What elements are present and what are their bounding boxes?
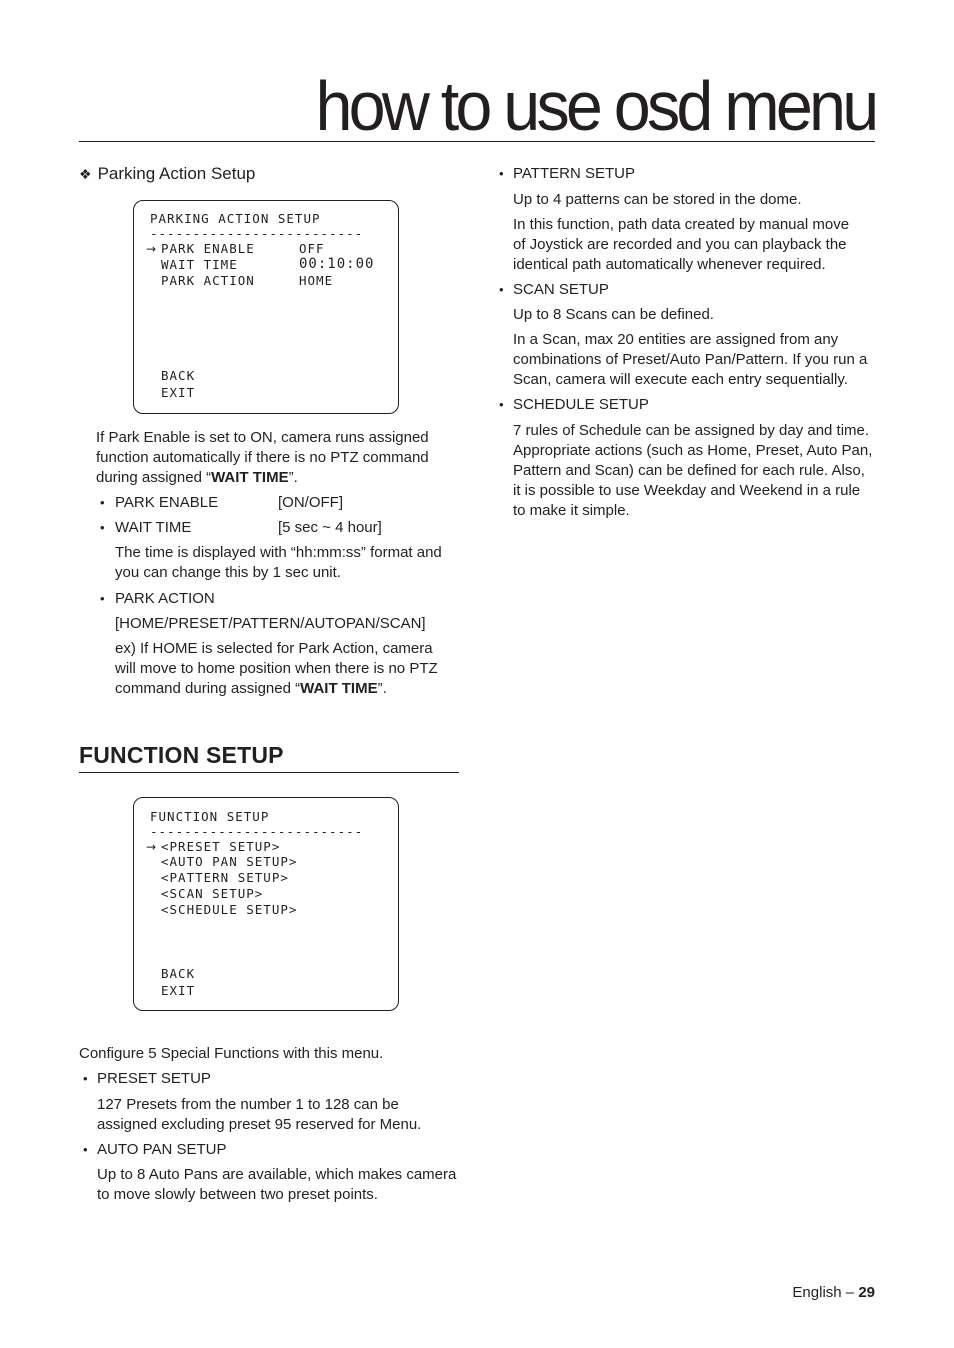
osd-row-label: PARK ACTION [161, 273, 255, 288]
schedule-desc-line: it is possible to use Weekday and Weekend in a rule [513, 482, 861, 499]
osd-title: PARKING ACTION SETUP [150, 211, 321, 226]
preset-desc-line: 127 Presets from the number 1 to 128 can be [97, 1096, 399, 1113]
osd-menu-item: <SCHEDULE SETUP> [161, 902, 298, 917]
osd-cursor-arrow-icon: → [146, 840, 158, 854]
parking-intro-line: function automatically if there is no PTZ command [96, 449, 429, 466]
parking-heading [79, 164, 255, 184]
pattern-desc-line: identical path automatically whenever required. [513, 256, 826, 273]
osd-back: BACK [161, 966, 196, 981]
osd-row-value: 00:10:00 [299, 256, 375, 272]
wait-time-emphasis: WAIT TIME [211, 469, 289, 486]
schedule-desc-line: Appropriate actions (such as Home, Preset, Auto Pan, [513, 442, 873, 459]
bullet-icon: • [499, 282, 504, 297]
pattern-desc-line: Up to 4 patterns can be stored in the dome. [513, 191, 802, 208]
preset-setup-label: PRESET SETUP [97, 1070, 211, 1087]
bullet-icon: • [83, 1071, 88, 1086]
osd-divider: ------------------------- [150, 824, 364, 839]
parking-osd-screen [133, 200, 399, 414]
function-intro: Configure 5 Special Functions with this menu. [79, 1045, 384, 1062]
section-rule [79, 772, 459, 773]
osd-exit: EXIT [161, 983, 196, 998]
schedule-desc-line: Pattern and Scan) can be defined for each rule. Also, [513, 462, 865, 479]
osd-row-value: OFF [299, 241, 325, 256]
schedule-desc-line: to make it simple. [513, 502, 630, 519]
scan-setup-label: SCAN SETUP [513, 281, 609, 298]
bullet-icon: • [499, 166, 504, 181]
pattern-setup-label: PATTERN SETUP [513, 165, 635, 182]
osd-menu-item: <PRESET SETUP> [161, 839, 281, 854]
pattern-desc-line: of Joystick are recorded and you can playback the [513, 236, 847, 253]
bullet-icon: • [100, 591, 105, 606]
osd-row-value: HOME [299, 273, 334, 288]
parking-intro-line: If Park Enable is set to ON, camera runs assigned [96, 429, 429, 446]
pattern-desc-line: In this function, path data created by manual move [513, 216, 850, 233]
page-number: 29 [858, 1284, 875, 1301]
parking-heading-text: Parking Action Setup [97, 164, 256, 183]
chapter-rule [79, 141, 875, 142]
schedule-setup-label: SCHEDULE SETUP [513, 396, 649, 413]
autopan-setup-label: AUTO PAN SETUP [97, 1141, 227, 1158]
wait-time-value: [5 sec ~ 4 hour] [278, 519, 382, 536]
diamond-bullet-icon: ❖ [79, 166, 92, 182]
schedule-desc-line: 7 rules of Schedule can be assigned by day and time. [513, 422, 870, 439]
footer-language: English [792, 1284, 842, 1301]
autopan-desc-line: Up to 8 Auto Pans are available, which makes camera [97, 1166, 457, 1183]
scan-desc-line: Up to 8 Scans can be defined. [513, 306, 714, 323]
osd-menu-item: <SCAN SETUP> [161, 886, 264, 901]
wait-time-emphasis: WAIT TIME [300, 680, 378, 697]
osd-menu-item: <AUTO PAN SETUP> [161, 854, 298, 869]
bullet-icon: • [100, 520, 105, 535]
park-enable-label: PARK ENABLE [115, 494, 219, 511]
osd-cursor-arrow-icon: → [146, 242, 158, 256]
bullet-icon: • [499, 397, 504, 412]
osd-row-label: PARK ENABLE [161, 241, 255, 256]
wait-desc-line: you can change this by 1 sec unit. [115, 564, 341, 581]
function-osd-screen [133, 797, 399, 1011]
parking-intro-line: during assigned “WAIT TIME”. [96, 469, 298, 486]
wait-time-label: WAIT TIME [115, 519, 192, 536]
osd-divider: ------------------------- [150, 226, 364, 241]
example-line: ex) If HOME is selected for Park Action, camera [115, 640, 433, 657]
preset-desc-line: assigned excluding preset 95 reserved for Menu. [97, 1116, 422, 1133]
section-title: FUNCTION SETUP [79, 742, 284, 768]
bullet-icon: • [100, 495, 105, 510]
osd-menu-item: <PATTERN SETUP> [161, 870, 289, 885]
park-action-options: [HOME/PRESET/PATTERN/AUTOPAN/SCAN] [115, 615, 426, 632]
osd-title: FUNCTION SETUP [150, 809, 270, 824]
park-action-label: PARK ACTION [115, 590, 215, 607]
example-line: command during assigned “WAIT TIME”. [115, 680, 387, 697]
scan-desc-line: In a Scan, max 20 entities are assigned from any [513, 331, 839, 348]
osd-exit: EXIT [161, 385, 196, 400]
autopan-desc-line: to move slowly between two preset points. [97, 1186, 378, 1203]
park-enable-value: [ON/OFF] [278, 494, 343, 511]
example-line: will move to home position when there is no PTZ [115, 660, 438, 677]
scan-desc-line: combinations of Preset/Auto Pan/Pattern. If you run a [513, 351, 868, 368]
wait-desc-line: The time is displayed with “hh:mm:ss” format and [115, 544, 442, 561]
page-footer: English – 29 [792, 1284, 875, 1301]
osd-row-label: WAIT TIME [161, 257, 238, 272]
scan-desc-line: Scan, camera will execute each entry sequentially. [513, 371, 848, 388]
bullet-icon: • [83, 1142, 88, 1157]
chapter-title: how to use osd menu [315, 67, 875, 145]
osd-back: BACK [161, 368, 196, 383]
